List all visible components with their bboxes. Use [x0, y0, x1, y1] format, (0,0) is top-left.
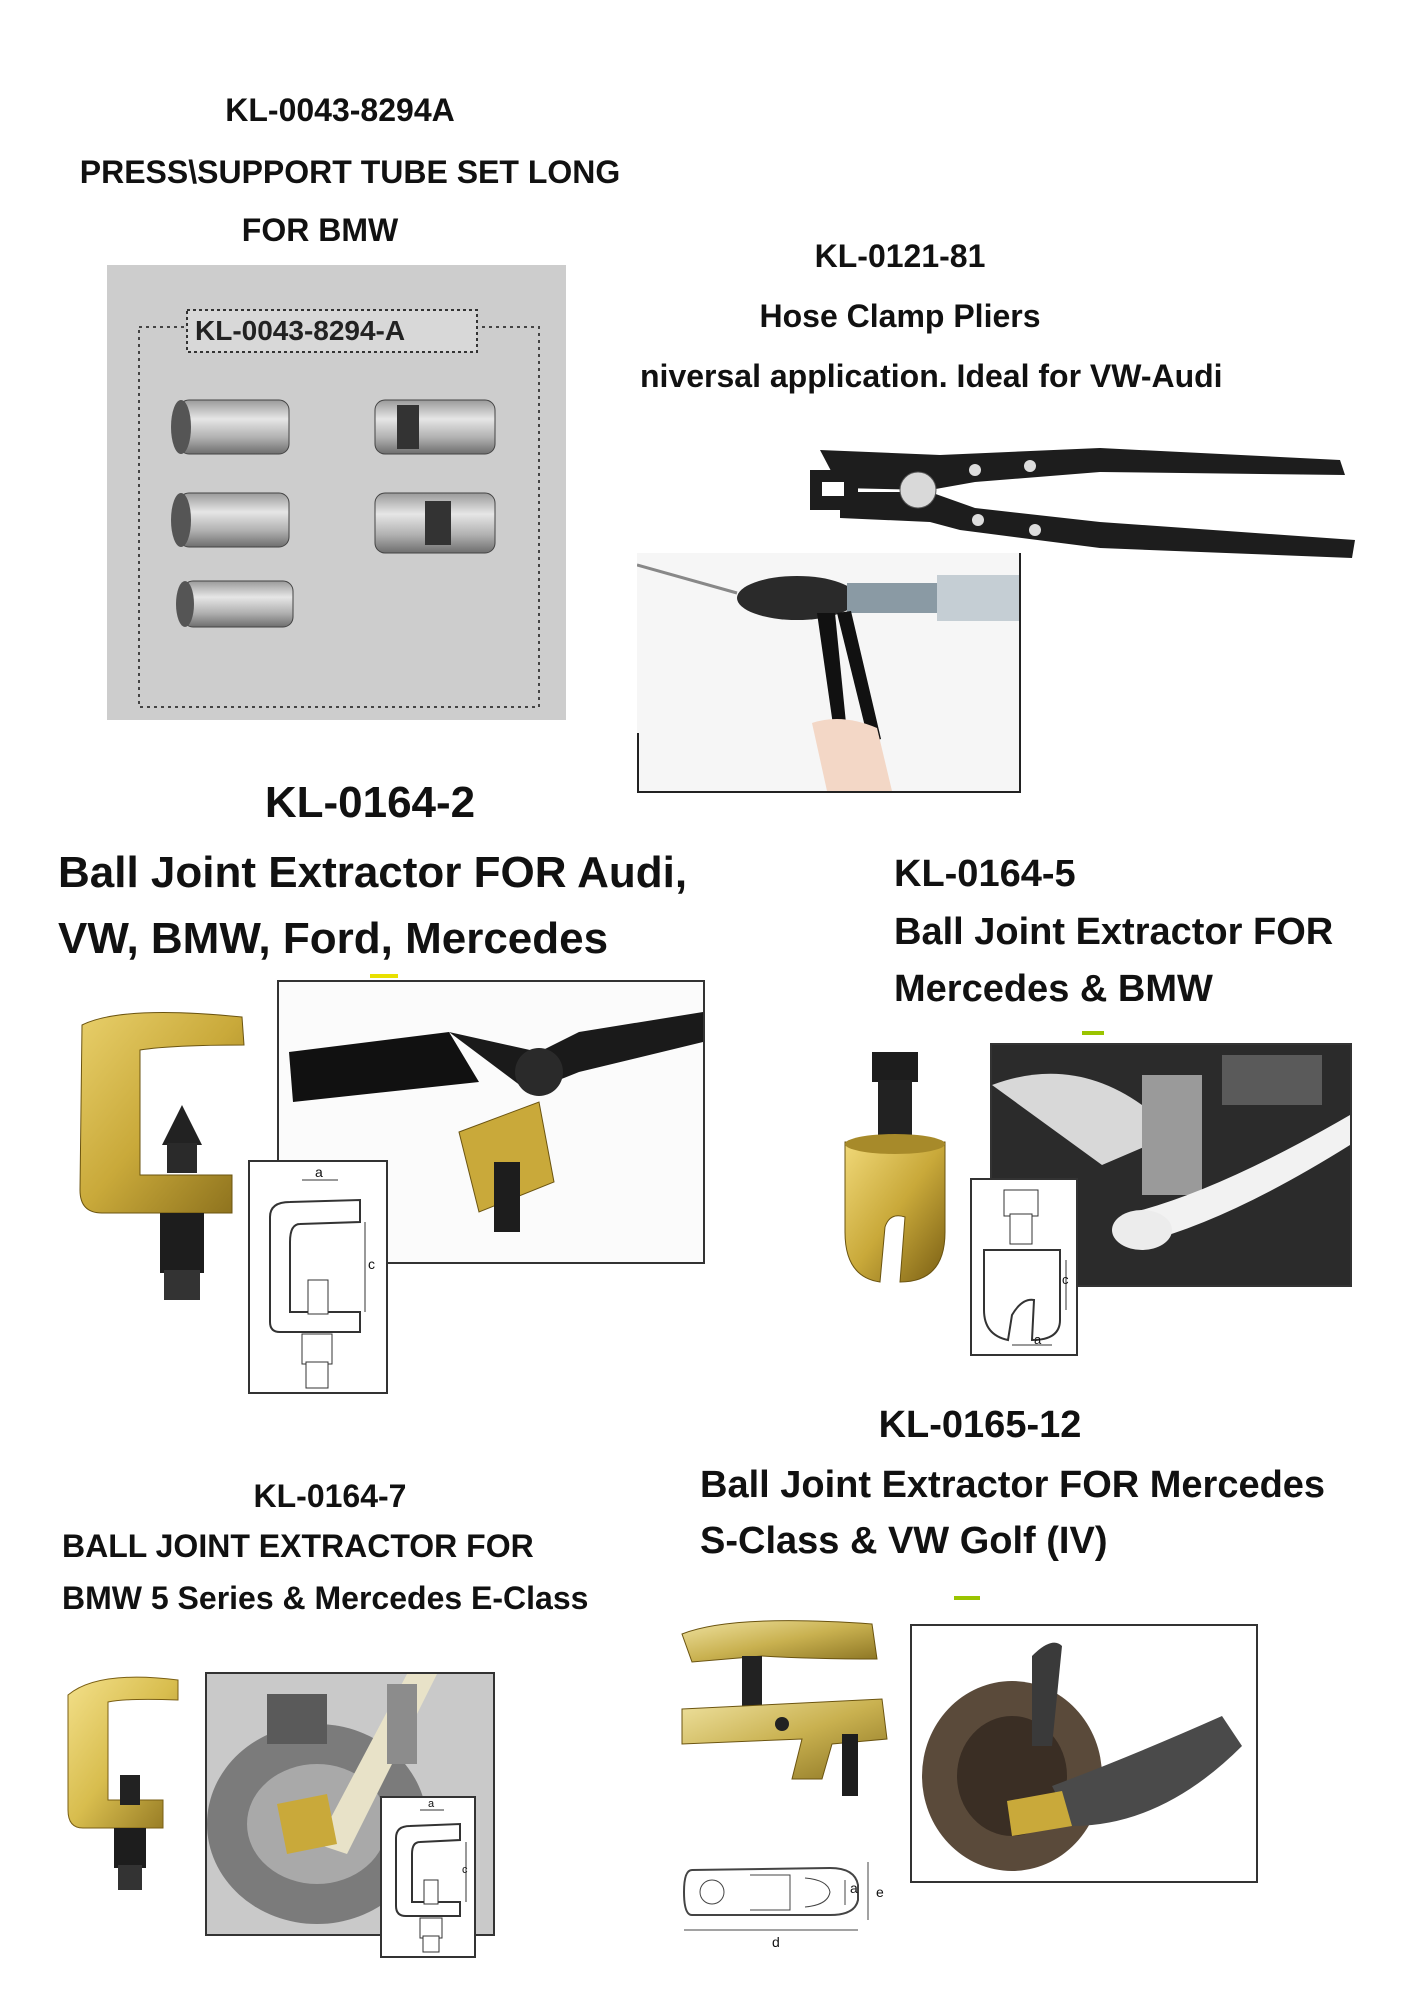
dimension-diagram [380, 1796, 476, 1958]
dim-label-d: d [772, 1934, 780, 1950]
product-subtitle: niversal application. Ideal for VW-Audi [640, 358, 1223, 394]
product-code: KL-0164-7 [253, 1478, 407, 1514]
gold-extractor-photo [62, 1005, 252, 1305]
gold-extractor-photo [58, 1670, 183, 1895]
dimension-diagram [248, 1160, 388, 1394]
product-subtitle: S-Class & VW Golf (IV) [700, 1520, 1108, 1562]
product-subtitle: Mercedes & BMW [894, 968, 1213, 1010]
product-title: Hose Clamp Pliers [759, 298, 1041, 334]
accent-mark [370, 974, 398, 978]
dim-label-c: c [368, 1256, 375, 1272]
product-title: Ball Joint Extractor FOR Audi, [58, 848, 688, 897]
product-title: Ball Joint Extractor FOR Mercedes [700, 1464, 1326, 1506]
dim-label-c: c [462, 1864, 468, 1876]
product-code: KL-0165-12 [878, 1404, 1082, 1446]
pliers-photo [800, 430, 1360, 570]
dim-label-e: e [876, 1884, 884, 1900]
accent-mark [1082, 1031, 1104, 1035]
product-code: KL-0164-2 [264, 778, 476, 827]
product-code: KL-0164-5 [894, 853, 1076, 895]
lever-extractor-photo [672, 1614, 892, 1804]
dim-label-c: c [1062, 1272, 1069, 1287]
product-subtitle: BMW 5 Series & Mercedes E-Class [62, 1580, 589, 1616]
photo-label: KL-0043-8294-A [195, 315, 406, 346]
tube-set-photo [107, 265, 566, 720]
product-subtitle: FOR BMW [241, 212, 399, 248]
dim-label-a: a [428, 1798, 435, 1810]
pliers-in-use-photo [637, 553, 1021, 793]
knuckle-assembly-photo [910, 1624, 1258, 1883]
product-title: Ball Joint Extractor FOR [894, 911, 1334, 953]
dim-label-a: a [850, 1880, 858, 1896]
product-subtitle: VW, BMW, Ford, Mercedes [58, 914, 609, 963]
product-title: BALL JOINT EXTRACTOR FOR [62, 1528, 534, 1564]
product-code: KL-0121-81 [814, 238, 986, 274]
dim-label-a: a [315, 1164, 323, 1180]
dimension-diagram [970, 1178, 1078, 1356]
ball-joint-puller-photo [830, 1052, 960, 1292]
product-title: PRESS\SUPPORT TUBE SET LONG [79, 154, 621, 190]
product-code: KL-0043-8294A [225, 92, 455, 128]
accent-mark [954, 1596, 980, 1600]
dimension-diagram [680, 1850, 900, 1960]
dim-label-a: a [1034, 1332, 1042, 1347]
